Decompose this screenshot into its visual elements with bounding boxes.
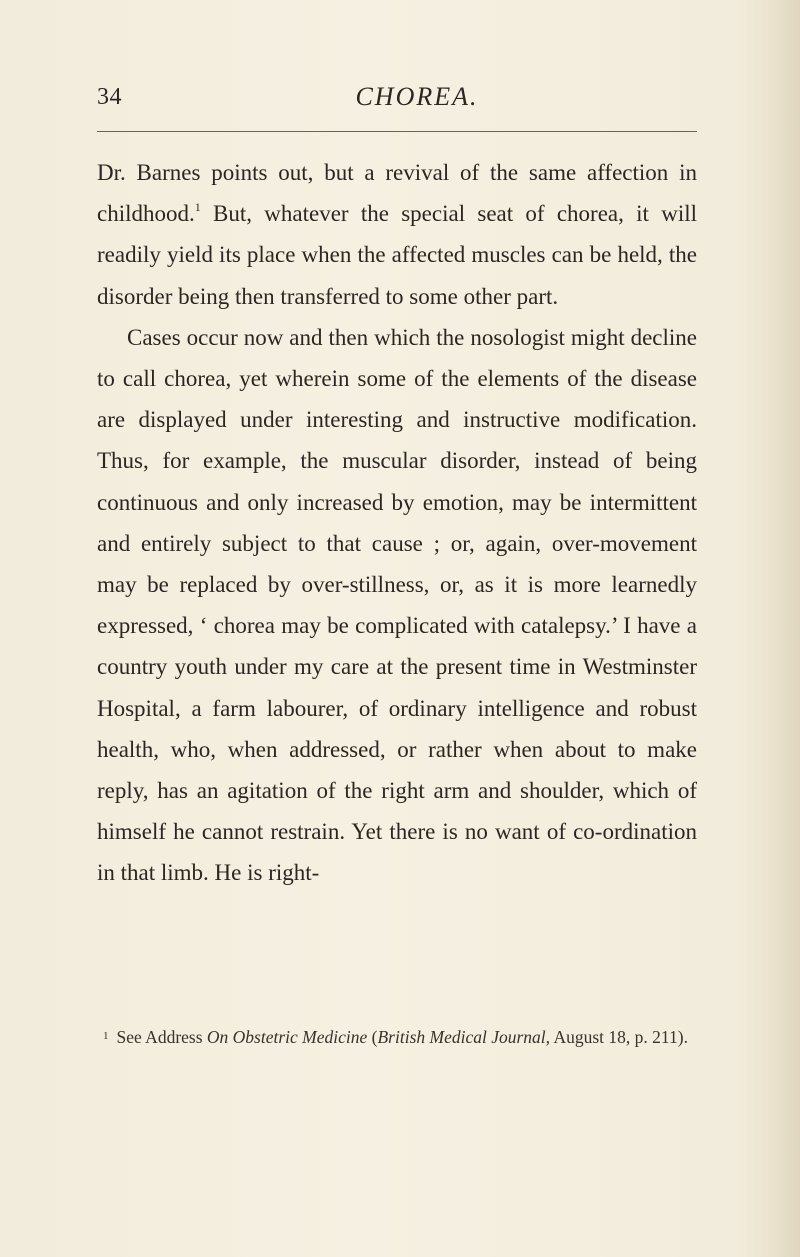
footnote: [97, 1024, 697, 1049]
paragraph-1: [97, 152, 697, 317]
page-header: [97, 78, 697, 118]
body-text: [97, 152, 697, 894]
footnote-lead: See Address: [116, 1027, 207, 1047]
footnote-work-title: On Obstetric Medicine: [206, 1027, 368, 1047]
header-rule: [97, 131, 697, 132]
page-number: 34: [97, 84, 122, 110]
footnote-open-paren: (: [367, 1027, 378, 1047]
footnote-reference: 1: [194, 199, 201, 214]
footnote-tail: August 18, p. 211).: [550, 1027, 688, 1047]
paragraph-2: Cases occur now and then which the nosologist might decline to call chorea, yet wherein some of the elements of the disease are displayed under interesting and instructive modification. Thus, for example, the muscular disorder, instead of being continuous and only increased by emotion, may be intermittent and entirely subject to that cause ; or, again, over-movement may be replaced by over-stillness, or, as it is more learnedly expressed, ‘ chorea may be complicated with catalepsy.’ I have a country youth under my care at the present time in Westminster Hospital, a farm labourer, of ordinary intelligence and robust health, who, when addressed, or rather when about to make reply, has an agitation of the right arm and shoulder, which of himself he cannot restrain. Yet there is no want of co-ordination in that limb. He is right-: [97, 324, 697, 886]
paragraph-1-text-a: Dr. Barnes points out, but a revival of the same affection in childhood.: [97, 160, 697, 227]
footnote-mark: 1: [103, 1030, 109, 1042]
footnote-journal: British Medical Journal,: [377, 1027, 551, 1047]
paragraph-1-text-b: But, whatever the special seat of chorea, it will readily yield its place when the affected muscles can be held, the disorder being then transferred to some other part.: [97, 201, 697, 309]
running-title: CHOREA.: [355, 82, 479, 111]
